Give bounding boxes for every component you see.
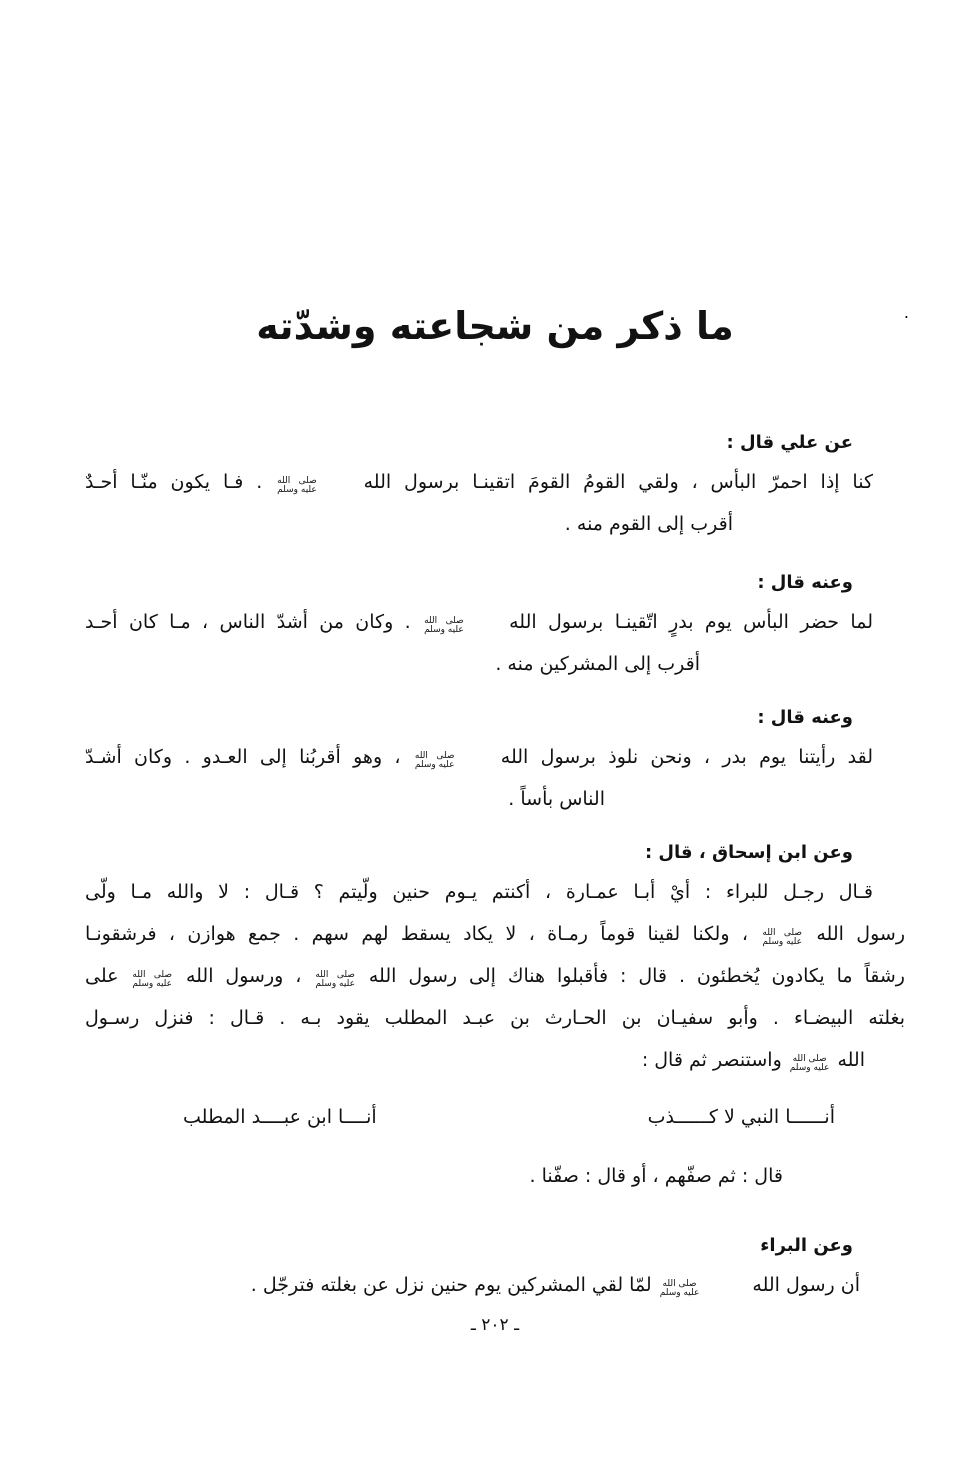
section-heading: وعنه قال :	[757, 707, 853, 728]
text-line: أقرب إلى القوم منه .	[564, 513, 733, 535]
salawat-symbol: صلى الله عليه وسلم	[414, 750, 455, 770]
text-line: رشقاً ما يكادون يُخطئون . قال : فأقبلوا هناك إلى رسول الله صلى الله عليه وسلم ، ورسول الله صلى الله عليه وسلم على	[85, 965, 905, 989]
salawat-symbol: صلى الله عليه وسلم	[762, 927, 802, 947]
text-line: لقد رأيتنا يوم بدر ، ونحن نلوذ برسول الله صلى الله عليه وسلم ، وهو أقربُنا إلى العـدو . وكان أشـدّ	[85, 746, 873, 770]
chapter-title: ما ذكر من شجاعته وشدّته	[256, 304, 734, 348]
text-line: قال : ثم صفّهم ، أو قال : صفّنا .	[529, 1165, 783, 1187]
section-heading: وعن ابن إسحاق ، قال :	[644, 842, 853, 863]
salawat-symbol: صلى الله عليه وسلم	[659, 1278, 700, 1298]
poetry-verse	[183, 1095, 835, 1139]
text-line: أن رسول الله صلى الله عليه وسلم لمّا لقي المشركين يوم حنين نزل عن بغلته فترجّل .	[250, 1274, 860, 1298]
text-line: كنا إذا احمرّ البأس ، ولقي القومُ القومَ اتقينـا برسول الله صلى الله عليه وسلم . فـا يكون منّـا أحـدٌ	[85, 471, 873, 495]
section-heading: عن علي قال :	[726, 432, 853, 453]
page-number: ـ ٢٠٢ ـ	[470, 1315, 520, 1335]
text-line: قـال رجـل للبراء : أيْ أبـا عمـارة ، أكنتم يـوم حنين ولّيتم ؟ قـال : لا والله مـا ولّى	[85, 881, 873, 903]
verse-hemistich-left: أنــــا ابن عبــــد المطلب	[183, 1106, 377, 1128]
stray-ink-dot: .	[903, 303, 909, 322]
page-body	[85, 425, 905, 1306]
salawat-symbol: صلى الله عليه وسلم	[789, 1053, 830, 1073]
text-line: الله صلى الله عليه وسلم واستنصر ثم قال :	[641, 1049, 865, 1073]
text-line: بغلته البيضـاء . وأبو سفيـان بن الحـارث بن عبـد المطلب يقود بـه . قـال : فنزل رسـول	[85, 1007, 905, 1029]
salawat-symbol: صلى الله عليه وسلم	[132, 969, 173, 989]
section-heading: وعن البراء	[760, 1235, 853, 1256]
text-line: أقرب إلى المشركين منه .	[495, 653, 700, 675]
section-heading: وعنه قال :	[757, 572, 853, 593]
text-line: رسول الله صلى الله عليه وسلم ، ولكنا لقينا قوماً رمـاة ، لا يكاد يسقط لهم سهم . جمع هوازن ، فرشقونـا	[85, 923, 905, 947]
text-line: لما حضر البأس يوم بدرٍ اتّقينـا برسول الله صلى الله عليه وسلم . وكان من أشدّ الناس ، مـا كان أحـد	[85, 611, 873, 635]
text-line: الناس بأساً .	[508, 788, 605, 810]
salawat-symbol: صلى الله عليه وسلم	[424, 615, 464, 635]
salawat-symbol: صلى الله عليه وسلم	[315, 969, 355, 989]
page-column	[85, 0, 905, 1340]
salawat-symbol: صلى الله عليه وسلم	[277, 475, 317, 495]
verse-hemistich-right: أنــــــا النبي لا كــــــذب	[647, 1106, 835, 1128]
